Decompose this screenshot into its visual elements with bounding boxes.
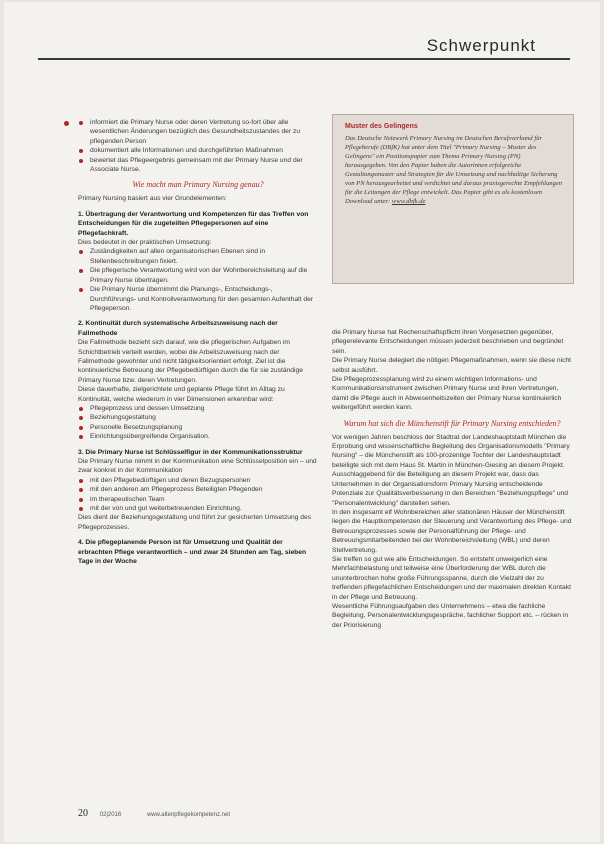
element-text-3: Die Primary Nurse nimmt in der Kommunikation eine Schlüsselposition ein – und zwar konkret in der Kommunikation (78, 458, 317, 475)
element-text-2b: Diese dauerhafte, zielgerichtete und geplante Pflege führt im Alltag zu Kontinuität, welche wiederum in vier Dimensionen erkennbar wird: (78, 386, 285, 403)
header-rule (38, 58, 570, 60)
element-heading-3: 3. Die Primary Nurse ist Schlüsselfigur in der Kommunikationsstruktur (78, 448, 303, 456)
info-box-title: Muster des Gelingens (345, 123, 418, 130)
element-lead-1: Dies bedeutet in der praktischen Umsetzung: (78, 239, 212, 247)
right-column (332, 328, 572, 630)
list-item: Beziehungsgestaltung (78, 413, 318, 422)
list-item: im therapeutischen Team (78, 495, 318, 504)
list-item: Die pflegerische Verantwortung wird von der Wohnbereichsleitung auf die Primary Nurse übertragen. (78, 266, 318, 285)
paragraph: Vor wenigen Jahren beschloss der Stadtrat der Landeshauptstadt München die Erprobung und wissenschaftliche Begleitung des Organisationsmodells "Primary Nursing" – die Münchenstift als 100-prozentige Tochter der Landeshauptstadt beteiligte sich mit dem Haus St. Martin in München-Giesing an diesem Projekt. (332, 433, 570, 469)
element-heading-1: 1. Übertragung der Verantwortung und Kompetenzen für das Treffen von Entscheidungen für die zugeteilten Pflegepersonen auf eine Pflegefachkraft. (78, 210, 309, 237)
element-text-2: Die Fallmethode bezieht sich darauf, wie die pflegerischen Aufgaben im Schichtbetrieb verteilt werden, wobei die Arbeitszuweisung nach der Fallmethode gewohnter und nicht tätigkeitsorientiert erfolgt. Ziel ist die kontinuierliche Betreuung der Pflegebedürftigen durch die für sie zuständige Primary Nurse bzw. deren Vertretungen. (78, 339, 303, 384)
page-footer (78, 808, 230, 819)
paragraph: Ausschlaggebend für die Beteiligung an diesem Projekt war, dass das Unternehmen in der Organisationsform Primary Nursing entscheidende Potenziale zur Qualitätsverbesserung in den Bereichen "Beziehungspflege" und "Personalentwicklung" darstellen sehen. (332, 471, 568, 507)
element-heading-2: 2. Kontinuität durch systematische Arbeitszuweisung nach der Fallmethode (78, 320, 278, 337)
list-item: Pflegeprozess und dessen Umsetzung (78, 404, 318, 413)
info-box (332, 114, 574, 284)
info-box-text (345, 134, 563, 206)
intro-sentence: Primary Nursing basiert aus vier Grundelementen: (78, 195, 227, 203)
issue-number: 02|2016 (99, 812, 122, 818)
page-number: 20 (78, 808, 88, 819)
left-column (78, 118, 318, 566)
list-item: mit den Pflegebedürftigen und deren Bezugspersonen (78, 476, 318, 485)
footer-url[interactable]: www.altenpflegekompetenz.net (146, 812, 230, 818)
list-item: Zuständigkeiten auf allen organisatorischen Ebenen sind in Stellenbeschreibungen fixiert. (78, 247, 318, 266)
element-heading-4: 4. Die pflegeplanende Person ist für Umsetzung und Qualität der erbrachten Pflege verantwortlich – und zwar 24 Stunden am Tag, sieben Tage in der Woche (78, 539, 307, 566)
paragraph: Sie treffen so gut wie alle Entscheidungen. So entsteht unweigerlich eine Mehrfachbelastung und teilweise eine Überforderung der WBL durch die ununterbrochen hohe große Führungsspanne, durch die Vielzahl der zu treffenden pflegefachlichen Entscheidungen und der maximalen direkten Kontakt in der Pflege und Betreuung. (332, 555, 571, 601)
paragraph: Die Pflegeprozessplanung wird zu einem wichtigen Informations- und Kommunikationsinstrument zwischen Primary Nurse und ihren Vertretungen, damit die Pflege auch in Abwesenheitszeiten der Primary Nurse kontinuierlich weitergeführt werden kann. (332, 376, 562, 412)
question-heading-2: Warum hat sich die Münchenstift für Primary Nursing entschieden? (343, 418, 561, 428)
list-item: Einrichtungsübergreifende Organisation. (78, 432, 318, 441)
paragraph: die Primary Nurse hat Rechenschaftspflicht ihren Vorgesetzten gegenüber, pflegerelevante Entscheidungen müssen jederzeit beschrieben und begründet sein. (332, 329, 564, 355)
list-item: informiert die Primary Nurse oder deren Vertretung so-fort über alle wesentlichen Änderungen bezüglich des Gesundheitszustandes der zu pflegenden Person (78, 118, 318, 146)
info-box-body: Das Deutsche Netzwerk Primary Nursing im Deutschen Berufsverband für Pflegeberufe (DBfK) hat unter dem Titel "Primary Nursing – Muster des Gelingens" ein Positionspapier zum Thema Primary Nursing (PN) herausgegeben. Von den Papier haben die Autorinnen erfolgreiche Gestaltungsmuster und Strategien für die Umsetzung und nachhaltige Sicherung von PN herausgearbeitet und verdichtet und daraus praxisgerechte Empfehlungen für die Leitungen der Pflege entwickelt. Das Papier gibt es als kostenlosen Download unter: (345, 135, 563, 205)
magazine-page (4, 2, 600, 842)
list-item: mit den anderen am Pflegeprozess Beteiligten Pflegenden (78, 485, 318, 494)
list-item: dokumentiert alle Informationen und durchgeführten Maßnahmen (78, 146, 318, 155)
question-heading-1: Wie macht man Primary Nursing genau? (132, 180, 264, 190)
paragraph: Wesentliche Führungsaufgaben des Unternehmens – etwa die fachliche Begleitung, Personalentwicklungsgespräche, fachlicher Support etc. – rücken in der Priorisierung (332, 602, 569, 629)
list-item: Personelle Besetzungsplanung (78, 423, 318, 432)
download-link[interactable]: www.dbfk.de (391, 198, 426, 205)
paragraph: Die Primary Nurse delegiert die nötigen Pflegemaßnahmen, wenn sie diese nicht selbst ausführt. (332, 357, 572, 374)
paragraph: In den insgesamt elf Wohnbereichen aller stationären Häuser der Münchenstift liegen die Hauptkompetenzen der Steuerung und Verantwortung des Pflege- und Betreuungsprozesses sowie der Personalführung der Pflege- und Betreuungsmitarbeitenden bei der Wohnbereichsleitung (WBL) und deren Stellvertretung. (332, 508, 572, 554)
section-title: Schwerpunkt (426, 36, 536, 55)
list-item: mit der von und gut weiterbetreuenden Einrichtung. (78, 504, 318, 513)
list-item: Die Primary Nurse übernimmt die Planungs-, Entscheidungs-, Durchführungs- und Kontrollverantwortung für den gesamten Aufenthalt der Pflegeperson. (78, 285, 318, 313)
element-text-3b: Dies dient der Beziehungsgestaltung und führt zur gesicherten Umsetzung des Pflegeprozesses. (78, 514, 312, 531)
list-item: bewertet das Pflegeergebnis gemeinsam mit der Primary Nurse und der Associate Nurse. (78, 156, 318, 175)
